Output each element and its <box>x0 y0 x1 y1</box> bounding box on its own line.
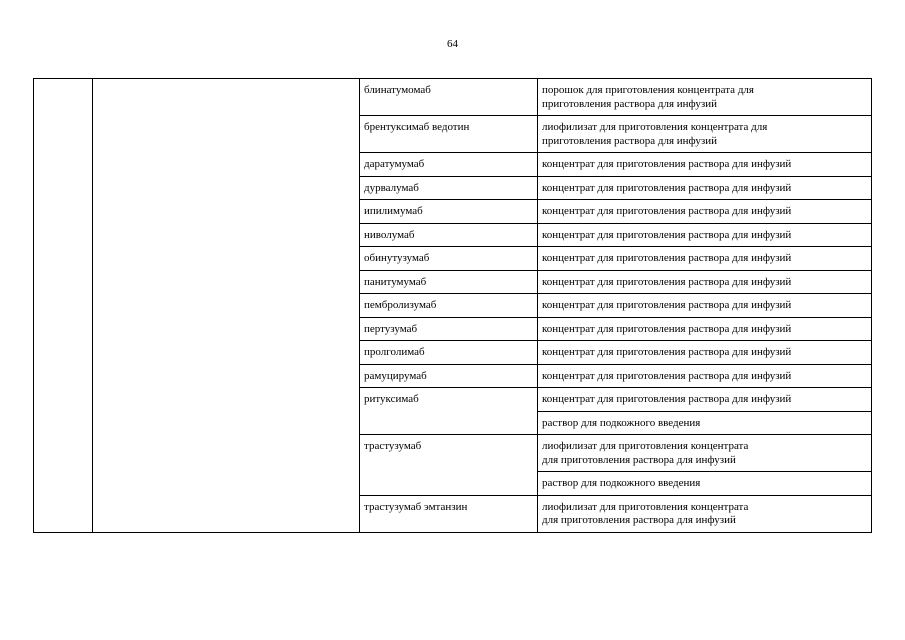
table-body <box>34 79 872 533</box>
dosage-form-cell <box>538 411 872 435</box>
drug-name-cell: панитумумаб <box>360 270 538 294</box>
group-cell <box>93 79 360 533</box>
dosage-form-cell <box>538 200 872 224</box>
drug-name-cell: трастузумаб <box>360 435 538 496</box>
dosage-form-cell <box>538 472 872 496</box>
dosage-form-text: концентрат для приготовления раствора для инфузий <box>542 322 792 335</box>
page-number: 64 <box>447 38 458 50</box>
drug-name-cell: брентуксимаб ведотин <box>360 116 538 153</box>
drug-name-cell: рамуцирумаб <box>360 364 538 388</box>
drug-name-cell: обинутузумаб <box>360 247 538 271</box>
dosage-form-text: концентрат для приготовления раствора для инфузий <box>542 205 792 217</box>
dosage-form-text: концентрат для приготовления раствора для инфузий <box>542 275 792 288</box>
dosage-form-text: концентрат для приготовления раствора для инфузий <box>542 346 792 358</box>
drug-name-cell: пертузумаб <box>360 317 538 341</box>
dosage-form-text: концентрат для приготовления раствора для инфузий <box>542 252 792 264</box>
dosage-form-cell <box>538 364 872 388</box>
dosage-form-text: лиофилизат для приготовления концентрата для приготовления раствора для инфузий <box>542 500 749 526</box>
dosage-form-text: концентрат для приготовления раствора для инфузий <box>542 181 792 194</box>
drug-table <box>33 78 872 533</box>
dosage-form-cell <box>538 341 872 365</box>
dosage-form-text: концентрат для приготовления раствора для инфузий <box>542 228 792 241</box>
drug-name-cell: дурвалумаб <box>360 176 538 200</box>
drug-name-cell: ниволумаб <box>360 223 538 247</box>
dosage-form-cell <box>538 79 872 116</box>
dosage-form-text: раствор для подкожного введения <box>542 416 701 429</box>
drug-name-cell: ритуксимаб <box>360 388 538 435</box>
table-row <box>34 79 872 116</box>
dosage-form-text: порошок для приготовления концентрата для приготовления раствора для инфузий <box>542 84 754 110</box>
drug-name-cell: блинатумомаб <box>360 79 538 116</box>
drug-name-cell: даратумумаб <box>360 153 538 177</box>
dosage-form-cell <box>538 223 872 247</box>
dosage-form-cell <box>538 435 872 472</box>
code-cell <box>34 79 93 533</box>
dosage-form-cell <box>538 176 872 200</box>
dosage-form-cell <box>538 294 872 318</box>
dosage-form-cell <box>538 495 872 532</box>
dosage-form-text: концентрат для приготовления раствора для инфузий <box>542 393 792 405</box>
dosage-form-cell <box>538 270 872 294</box>
dosage-form-text: лиофилизат для приготовления концентрата для приготовления раствора для инфузий <box>542 440 749 466</box>
dosage-form-text: концентрат для приготовления раствора для инфузий <box>542 369 792 382</box>
dosage-form-cell <box>538 153 872 177</box>
drug-name-cell: пролголимаб <box>360 341 538 365</box>
dosage-form-cell <box>538 317 872 341</box>
dosage-form-cell <box>538 388 872 412</box>
dosage-form-text: концентрат для приготовления раствора для инфузий <box>542 158 792 170</box>
dosage-form-text: лиофилизат для приготовления концентрата для приготовления раствора для инфузий <box>542 121 768 147</box>
drug-name-cell: пембролизумаб <box>360 294 538 318</box>
dosage-form-cell <box>538 116 872 153</box>
dosage-form-text: раствор для подкожного введения <box>542 477 701 489</box>
drug-name-cell: трастузумаб эмтанзин <box>360 495 538 532</box>
dosage-form-cell <box>538 247 872 271</box>
dosage-form-text: концентрат для приготовления раствора для инфузий <box>542 299 792 311</box>
drug-name-cell: ипилимумаб <box>360 200 538 224</box>
